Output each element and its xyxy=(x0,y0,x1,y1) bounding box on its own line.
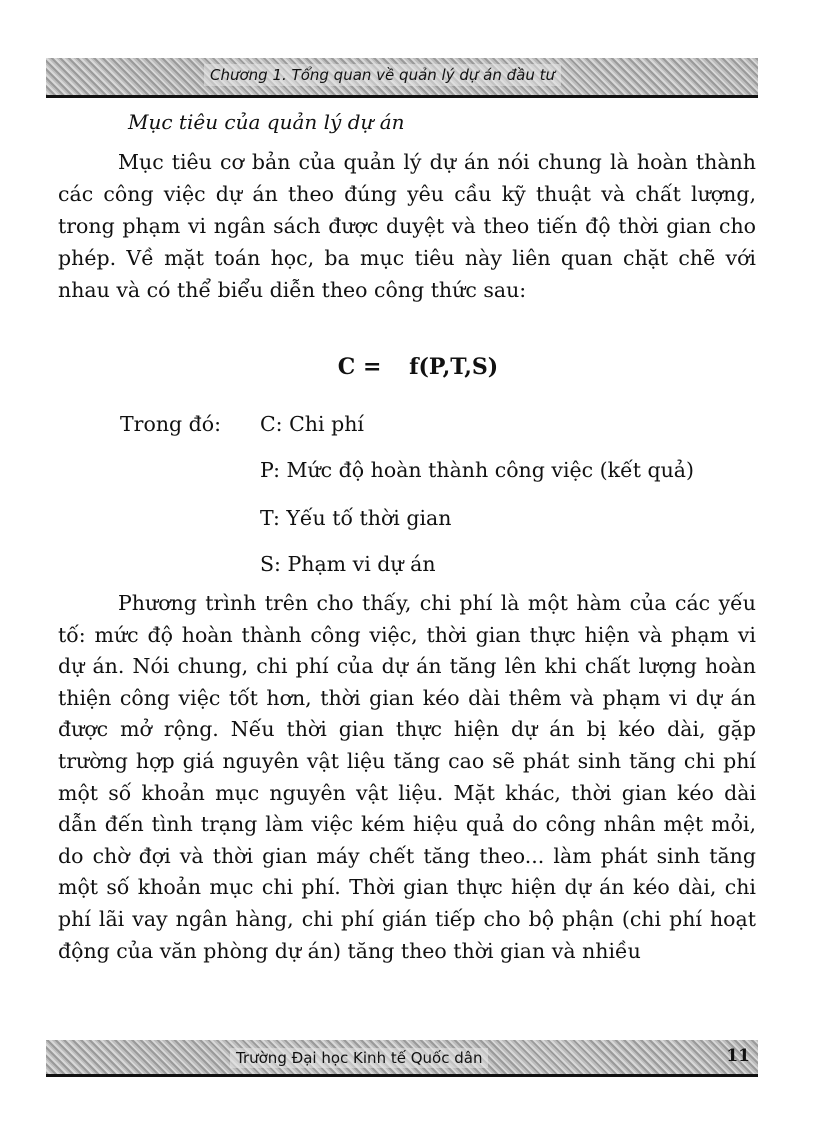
footer-school-name: Trường Đại học Kinh tế Quốc dân xyxy=(230,1048,488,1068)
page-number: 11 xyxy=(726,1046,750,1066)
definition-item: S: Phạm vi dự án xyxy=(260,552,436,576)
footer-band xyxy=(46,1040,758,1074)
footer-rule xyxy=(46,1074,758,1077)
explanation-paragraph: Phương trình trên cho thấy, chi phí là một hàm của các yếu tố: mức độ hoàn thành công việc, thời gian thực hiện và phạm vi dự án. Nói chung, chi phí của dự án tăng lên khi chất lượng hoàn thiện công việc tốt hơn, thời gian kéo dài thêm và phạm vi dự án được mở rộng. Nếu thời gian thực hiện dự án bị kéo dài, gặp trường hợp giá nguyên vật liệu tăng cao sẽ phát sinh tăng chi phí một số khoản mục nguyên vật liệu. Mặt khác, thời gian kéo dài dẫn đến tình trạng làm việc kém hiệu quả do công nhân mệt mỏi, do chờ đợi và thời gian máy chết tăng theo... làm phát sinh tăng một số khoản mục chi phí. Thời gian thực hiện dự án kéo dài, chi phí lãi vay ngân hàng, chi phí gián tiếp cho bộ phận (chi phí hoạt động của văn phòng dự án) tăng theo thời gian và nhiều xyxy=(58,591,756,963)
header-rule xyxy=(46,95,758,98)
definitions-label: Trong đó: xyxy=(120,412,222,436)
header-band xyxy=(46,58,758,96)
formula xyxy=(0,354,816,380)
section-title: Mục tiêu của quản lý dự án xyxy=(128,110,405,134)
definition-item: C: Chi phí xyxy=(260,412,364,436)
intro-paragraph: Mục tiêu cơ bản của quản lý dự án nói chung là hoàn thành các công việc dự án theo đúng yêu cầu kỹ thuật và chất lượng, trong phạm vi ngân sách được duyệt và theo tiến độ thời gian cho phép. Về mặt toán học, ba mục tiêu này liên quan chặt chẽ với nhau và có thể biểu diễn theo công thức sau: xyxy=(58,150,756,302)
chapter-header-title: Chương 1. Tổng quan về quản lý dự án đầu tư xyxy=(204,64,561,86)
formula-lhs: C = xyxy=(337,354,382,380)
definition-item: P: Mức độ hoàn thành công việc (kết quả) xyxy=(260,458,694,482)
definition-item: T: Yếu tố thời gian xyxy=(260,506,452,530)
formula-rhs: f(P,T,S) xyxy=(409,354,499,380)
